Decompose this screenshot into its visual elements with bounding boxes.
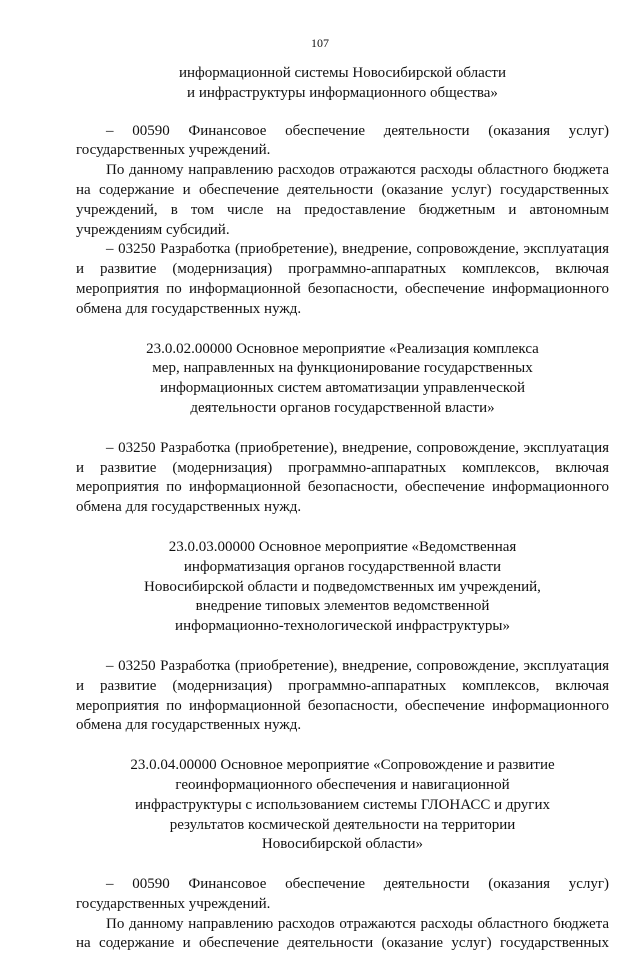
heading-line: информационно-технологической инфраструктуры»	[175, 618, 510, 635]
paragraph	[76, 915, 609, 954]
document-body	[76, 64, 609, 954]
section-heading	[76, 340, 609, 419]
paragraph	[76, 240, 609, 319]
heading-line: информационных систем автоматизации управленческой	[160, 380, 525, 397]
paragraph-line: учреждений, в том числе на предоставление бюджетным и автономным	[76, 201, 609, 218]
paragraph-line: – 03250 Разработка (приобретение), внедрение, сопровождение, эксплуатация	[106, 241, 609, 258]
paragraph	[76, 439, 609, 518]
heading-line: 23.0.04.00000 Основное мероприятие «Сопровождение и развитие	[130, 757, 555, 774]
paragraph-line: мероприятия по информационной безопасности, обеспечение информационного	[76, 697, 609, 714]
paragraph-line: и развитие (модернизация) программно-аппаратных комплексов, включая	[76, 261, 609, 278]
paragraph	[76, 122, 609, 162]
heading-line: инфраструктуры с использованием системы ГЛОНАСС и других	[135, 796, 550, 813]
paragraph-line: мероприятия по информационной безопасности, обеспечение информационного	[76, 280, 609, 297]
paragraph-line: – 03250 Разработка (приобретение), внедрение, сопровождение, эксплуатация	[106, 439, 609, 456]
paragraph-line: обмена для государственных нужд.	[76, 300, 302, 317]
section-heading	[76, 538, 609, 637]
paragraph-line: на содержание и обеспечение деятельности (оказание услуг) государственных	[76, 935, 609, 952]
heading-line: и инфраструктуры информационного общества»	[187, 84, 498, 101]
paragraph-line: обмена для государственных нужд.	[76, 499, 302, 516]
heading-line: деятельности органов государственной власти»	[190, 399, 495, 416]
paragraph-line: – 03250 Разработка (приобретение), внедрение, сопровождение, эксплуатация	[106, 657, 609, 674]
paragraph-line: государственных учреждений.	[76, 142, 271, 159]
heading-line: 23.0.02.00000 Основное мероприятие «Реализация комплекса	[146, 340, 539, 357]
page-number: 107	[311, 36, 329, 50]
heading-line: мер, направленных на функционирование государственных	[152, 360, 533, 377]
heading-line: результатов космической деятельности на территории	[169, 816, 516, 833]
paragraph-line: – 00590 Финансовое обеспечение деятельности (оказания услуг)	[106, 876, 609, 893]
section-heading	[76, 756, 609, 855]
paragraph-line: на содержание и обеспечение деятельности (оказание услуг) государственных	[76, 181, 609, 198]
paragraph-line: и развитие (модернизация) программно-аппаратных комплексов, включая	[76, 459, 609, 476]
heading-line: внедрение типовых элементов ведомственной	[195, 598, 490, 615]
paragraph	[76, 657, 609, 736]
paragraph-line: учреждениям субсидий.	[76, 221, 230, 238]
section-heading	[76, 64, 609, 104]
paragraph-line: обмена для государственных нужд.	[76, 717, 302, 734]
paragraph-line: По данному направлению расходов отражаются расходы областного бюджета	[106, 162, 609, 179]
paragraph	[76, 161, 609, 240]
paragraph-line: По данному направлению расходов отражаются расходы областного бюджета	[106, 915, 609, 932]
paragraph	[76, 875, 609, 915]
heading-line: Новосибирской области»	[261, 836, 424, 853]
heading-line: геоинформационного обеспечения и навигационной	[175, 776, 510, 793]
heading-line: информационной системы Новосибирской области	[179, 65, 506, 81]
paragraph-line: государственных учреждений.	[76, 895, 271, 912]
heading-line: информатизация органов государственной власти	[183, 558, 502, 575]
heading-line: 23.0.03.00000 Основное мероприятие «Ведомственная	[168, 538, 517, 555]
heading-line: Новосибирской области и подведомственных им учреждений,	[144, 578, 541, 595]
paragraph-line: мероприятия по информационной безопасности, обеспечение информационного	[76, 479, 609, 496]
paragraph-line: и развитие (модернизация) программно-аппаратных комплексов, включая	[76, 677, 609, 694]
paragraph-line: – 00590 Финансовое обеспечение деятельности (оказания услуг)	[106, 122, 609, 139]
